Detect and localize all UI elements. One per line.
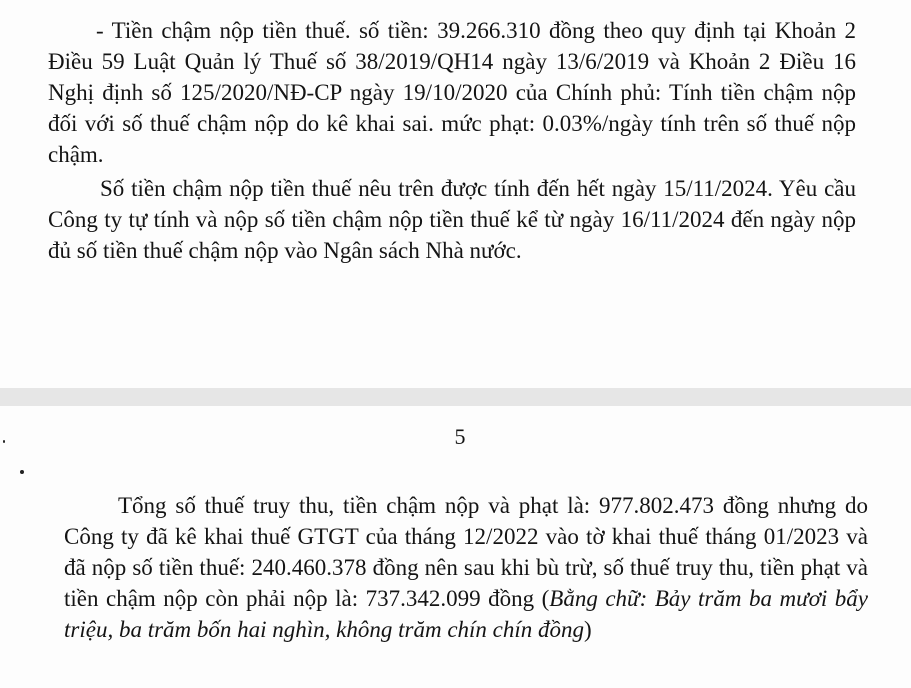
total-tax-paragraph	[64, 490, 868, 645]
scan-speck	[20, 470, 24, 474]
late-payment-paragraph: - Tiền chậm nộp tiền thuế. số tiền: 39.266.310 đồng theo quy định tại Khoản 2 Điều 59 Luật Quản lý Thuế số 38/2019/QH14 ngày 13/6/2019 và Khoản 2 Điều 16 Nghị định số 125/2020/NĐ-CP ngày 19/10/2020 của Chính phủ: Tính tiền chậm nộp đối với số thuế chậm nộp do kê khai sai. mức phạt: 0.03%/ngày tính trên số thuế nộp chậm.	[48, 18, 856, 167]
scan-speck	[3, 440, 5, 443]
amount-in-words: Bằng chữ: Bảy trăm ba mươi bẩy triệu, ba trăm bốn hai nghìn, không trăm chín chín đồng	[64, 586, 868, 642]
total-tax-text: Tổng số thuế truy thu, tiền chậm nộp và phạt là: 977.802.473 đồng nhưng do Công ty đã kê khai thuế GTGT của tháng 12/2022 vào tờ khai thuế tháng 01/2023 và đã nộp số tiền thuế: 240.460.378 đồng nên sau khi bù trừ, số thuế truy thu, tiền phạt và tiền chậm nộp còn phải nộp là: 737.342.099 đồng (	[64, 493, 868, 611]
late-payment-deadline-paragraph: Số tiền chậm nộp tiền thuế nêu trên được tính đến hết ngày 15/11/2024. Yêu cầu Công ty tự tính và nộp số tiền chậm nộp tiền thuế kể từ ngày 16/11/2024 đến ngày nộp đủ số tiền thuế chậm nộp vào Ngân sách Nhà nước.	[48, 176, 856, 263]
page-separator	[0, 388, 911, 406]
closing-parenthesis: )	[584, 617, 592, 642]
page-number: 5	[454, 424, 466, 449]
